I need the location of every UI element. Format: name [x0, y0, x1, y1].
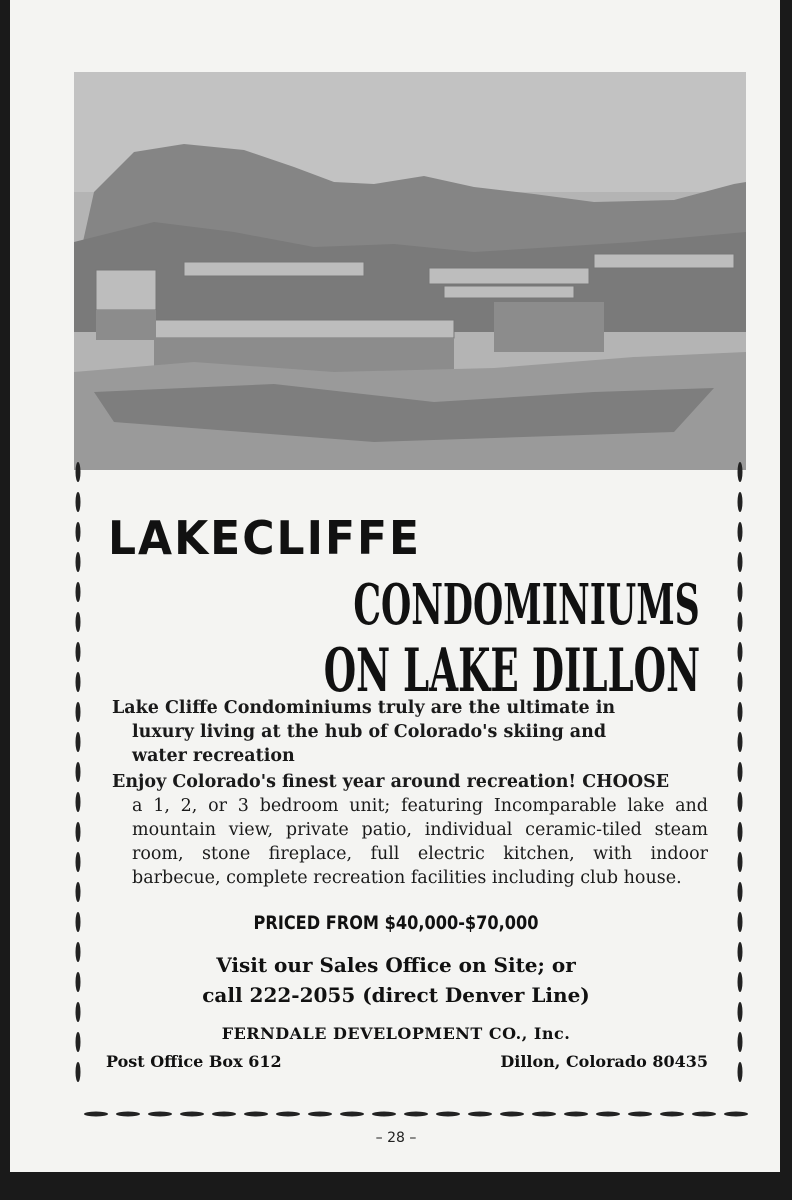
- city-address: Dillon, Colorado 80435: [500, 1052, 708, 1071]
- visit-info: [0, 950, 792, 1010]
- subheadline-location: ON LAKE DILLON: [323, 636, 700, 706]
- page-number: – 28 –: [375, 1130, 417, 1146]
- features-body: a 1, 2, or 3 bedroom unit; featuring Incomparable lake and mountain view, private patio, individual ceramic-tiled steam room, stone fireplace, full electric kitchen, with indoor barbecue, complete recreation facilities including club house.: [132, 796, 708, 888]
- features-paragraph: [112, 770, 708, 890]
- visit-line-2: call 222-2055 (direct Denver Line): [202, 983, 590, 1007]
- price-line: PRICED FROM $40,000-$70,000: [253, 912, 539, 934]
- intro-line-2: luxury living at the hub of Colorado's skiing and: [132, 722, 607, 742]
- resort-photo: [74, 72, 746, 470]
- intro-paragraph: [112, 696, 708, 768]
- visit-line-1: Visit our Sales Office on Site; or: [216, 953, 576, 977]
- intro-line-3: water recreation: [132, 746, 295, 766]
- features-lead: Enjoy Colorado's finest year around recreation! CHOOSE: [112, 772, 670, 792]
- intro-line-1: Lake Cliffe Condominiums truly are the ultimate in: [112, 698, 616, 718]
- headline: LAKECLIFFE: [108, 512, 422, 566]
- company-name: FERNDALE DEVELOPMENT CO., Inc.: [221, 1024, 571, 1043]
- subheadline-condominiums: CONDOMINIUMS: [353, 572, 700, 638]
- po-box: Post Office Box 612: [106, 1052, 282, 1071]
